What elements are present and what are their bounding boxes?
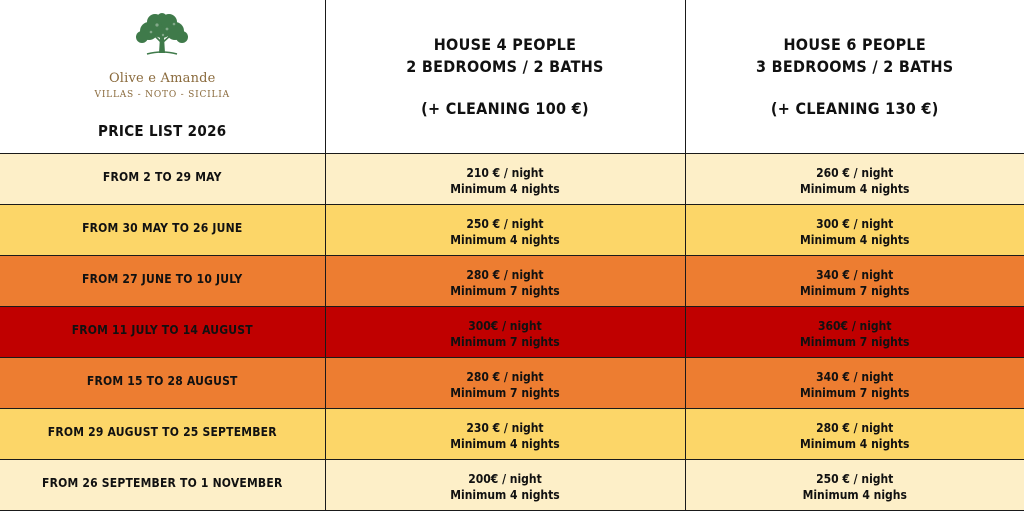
- header-row: [0, 0, 1024, 154]
- house-6-cleaning: (+ CLEANING 130 €): [770, 98, 939, 118]
- price-list-title: PRICE LIST 2026: [98, 122, 227, 140]
- house-4-rooms: 2 BEDROOMS / 2 BATHS: [406, 56, 604, 76]
- house-6-price: 300 € / night: [816, 217, 894, 231]
- house-4-price: 230 € / night: [466, 421, 544, 435]
- house-4-rate-cell: [325, 358, 685, 409]
- house-4-title: HOUSE 4 PEOPLE: [433, 34, 577, 54]
- house-4-minimum: Minimum 7 nights: [450, 284, 560, 298]
- house-4-minimum: Minimum 4 nights: [450, 182, 560, 196]
- brand-name: Olive e Amande: [108, 71, 216, 86]
- period-label: FROM 27 JUNE TO 10 JULY: [82, 272, 243, 286]
- house-6-rate-cell: [685, 205, 1024, 256]
- house-6-rate-cell: [685, 256, 1024, 307]
- table-row: [0, 205, 1024, 256]
- olive-tree-icon: [127, 13, 197, 61]
- brand-subtitle: VILLAS - NOTO - SICILIA: [94, 90, 230, 100]
- period-cell: [0, 409, 325, 460]
- house-4-price: 280 € / night: [466, 370, 544, 384]
- house-6-rate-cell: [685, 154, 1024, 205]
- house-4-price: 280 € / night: [466, 268, 544, 282]
- house-4-price: 300€ / night: [468, 319, 542, 333]
- house-4-rate-cell: [325, 154, 685, 205]
- house-6-minimum: Minimum 4 nighs: [802, 488, 907, 502]
- period-label: FROM 11 JULY TO 14 AUGUST: [71, 323, 253, 337]
- house-4-rate-cell: [325, 409, 685, 460]
- house-6-rate-cell: [685, 409, 1024, 460]
- house-6-rooms: 3 BEDROOMS / 2 BATHS: [756, 56, 954, 76]
- table-row: [0, 154, 1024, 205]
- period-cell: [0, 307, 325, 358]
- house-6-header: [685, 0, 1024, 154]
- house-4-rate-cell: [325, 256, 685, 307]
- house-6-price: 340 € / night: [816, 370, 894, 384]
- house-4-minimum: Minimum 4 nights: [450, 233, 560, 247]
- house-4-minimum: Minimum 7 nights: [450, 335, 560, 349]
- period-label: FROM 26 SEPTEMBER TO 1 NOVEMBER: [42, 476, 283, 490]
- table-row: [0, 307, 1024, 358]
- house-6-price: 250 € / night: [816, 472, 894, 486]
- house-4-price: 210 € / night: [466, 166, 544, 180]
- table-row: [0, 358, 1024, 409]
- house-6-minimum: Minimum 7 nights: [800, 284, 910, 298]
- house-4-rate-cell: [325, 460, 685, 511]
- house-6-price: 340 € / night: [816, 268, 894, 282]
- house-4-price: 200€ / night: [468, 472, 542, 486]
- period-cell: [0, 154, 325, 205]
- house-6-minimum: Minimum 4 nights: [800, 437, 910, 451]
- house-4-cleaning: (+ CLEANING 100 €): [421, 98, 589, 118]
- brand-cell: [0, 0, 325, 154]
- house-6-rate-cell: [685, 307, 1024, 358]
- house-6-minimum: Minimum 4 nights: [800, 233, 910, 247]
- house-6-price: 260 € / night: [816, 166, 894, 180]
- table-row: [0, 409, 1024, 460]
- period-label: FROM 29 AUGUST TO 25 SEPTEMBER: [47, 425, 277, 439]
- house-6-minimum: Minimum 7 nights: [800, 335, 910, 349]
- period-label: FROM 15 TO 28 AUGUST: [86, 374, 238, 388]
- house-6-title: HOUSE 6 PEOPLE: [783, 34, 927, 54]
- house-4-header: [325, 0, 685, 154]
- period-cell: [0, 460, 325, 511]
- house-6-minimum: Minimum 4 nights: [800, 182, 910, 196]
- period-cell: [0, 358, 325, 409]
- house-4-minimum: Minimum 7 nights: [450, 386, 560, 400]
- house-4-minimum: Minimum 4 nights: [450, 488, 560, 502]
- table-row: [0, 460, 1024, 511]
- table-row: [0, 256, 1024, 307]
- house-4-rate-cell: [325, 205, 685, 256]
- house-6-price: 360€ / night: [818, 319, 892, 333]
- period-label: FROM 30 MAY TO 26 JUNE: [82, 221, 243, 235]
- period-cell: [0, 256, 325, 307]
- house-6-price: 280 € / night: [816, 421, 894, 435]
- house-6-rate-cell: [685, 358, 1024, 409]
- house-6-rate-cell: [685, 460, 1024, 511]
- period-cell: [0, 205, 325, 256]
- house-6-minimum: Minimum 7 nights: [800, 386, 910, 400]
- house-4-minimum: Minimum 4 nights: [450, 437, 560, 451]
- period-label: FROM 2 TO 29 MAY: [102, 170, 222, 184]
- house-4-price: 250 € / night: [466, 217, 544, 231]
- house-4-rate-cell: [325, 307, 685, 358]
